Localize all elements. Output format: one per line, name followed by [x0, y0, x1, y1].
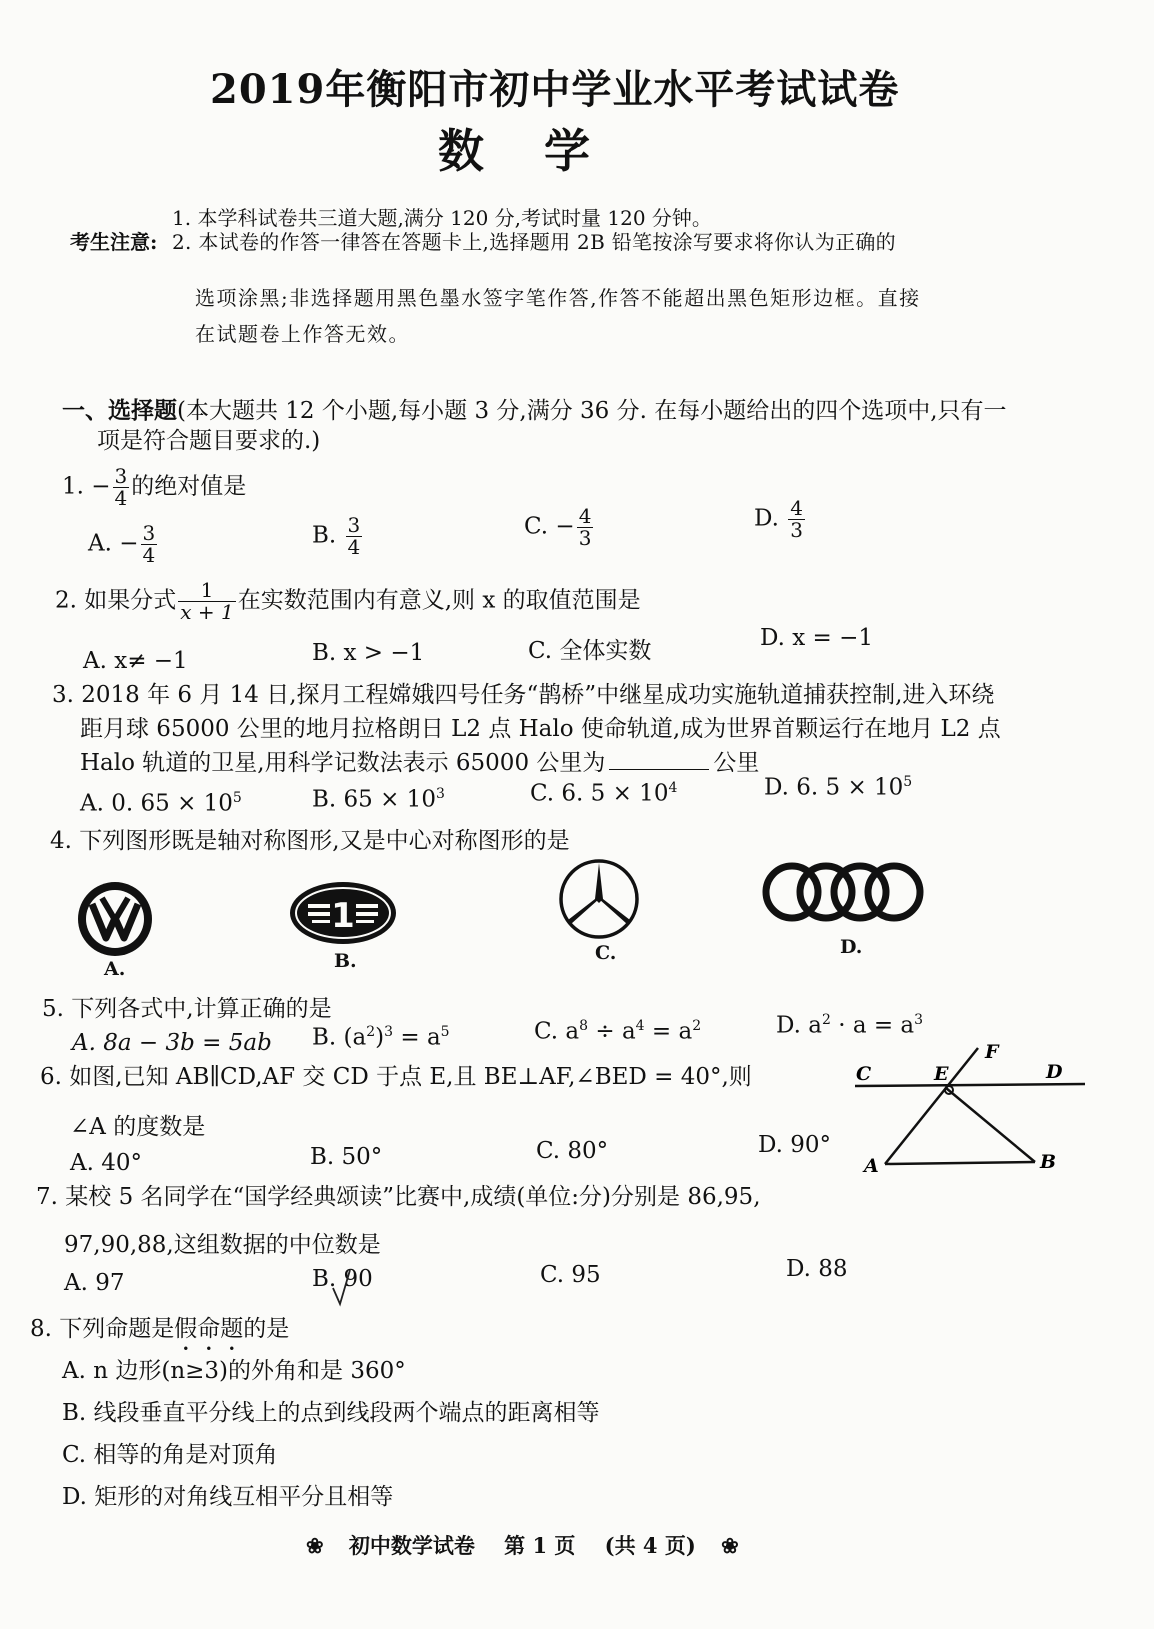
q1-c-den: 3	[578, 526, 592, 550]
q6-option-a: A. 40°	[70, 1150, 142, 1176]
question-2-stem	[55, 580, 641, 623]
q5-stem: 5. 下列各式中,计算正确的是	[42, 996, 332, 1022]
q2-frac-numerator: 1	[178, 580, 235, 602]
q5-b-mid: )	[375, 1024, 385, 1051]
q1-b-label: B.	[312, 522, 337, 549]
q3-option-a	[80, 790, 242, 817]
mercedes-logo-icon	[558, 858, 640, 940]
q7-option-d: D. 88	[786, 1256, 848, 1282]
section-intro-line1: (本大题共 12 个小题,每小题 3 分,满分 36 分. 在每小题给出的四个选项中,只有一	[177, 398, 1007, 424]
q7-option-b: B. 90	[312, 1266, 373, 1292]
fig-label-e: E	[934, 1063, 949, 1085]
q3-d-base: D. 6. 5 × 10	[764, 774, 904, 801]
footer-star-right-icon: ❀	[721, 1533, 739, 1558]
q3-line3-post: 公里	[713, 750, 760, 776]
q1-d-label: D.	[754, 505, 779, 532]
q3-answer-blank	[609, 769, 709, 770]
q5-b-e2: 3	[384, 1024, 394, 1040]
q3-line1: 3. 2018 年 6 月 14 日,探月工程嫦娥四号任务“鹊桥”中继星成功实施轨道捕获控制,进入环绕	[52, 682, 995, 708]
q2-post: 在实数范围内有意义,则 x 的取值范围是	[237, 587, 641, 614]
q5-b-e1: 2	[366, 1024, 376, 1040]
faw-logo-text: 1	[331, 896, 355, 936]
q5-option-d	[776, 1012, 923, 1039]
q1-option-c	[524, 506, 595, 549]
page-footer	[306, 1530, 739, 1560]
q8-option-c: C. 相等的角是对顶角	[62, 1442, 278, 1468]
q1-c-sign: −	[555, 513, 575, 540]
q1-sign: −	[91, 473, 111, 500]
q2-option-c: C. 全体实数	[528, 638, 652, 664]
q1-a-den: 4	[142, 543, 156, 567]
q3-option-c	[530, 780, 677, 807]
q1-fraction	[113, 466, 130, 509]
section-heading	[62, 392, 1007, 425]
notice-item-2-line3: 在试题卷上作答无效。	[195, 322, 410, 346]
q7-line1: 7. 某校 5 名同学在“国学经典颂读”比赛中,成绩(单位:分)分别是 86,95,	[36, 1184, 761, 1210]
exam-title: 2019年衡阳市初中学业水平考试试卷	[210, 66, 900, 113]
q4-label-b: B.	[334, 950, 357, 972]
q7-line2: 97,90,88,这组数据的中位数是	[64, 1232, 381, 1258]
q1-d-fraction	[788, 498, 805, 541]
q6-line2: ∠A 的度数是	[70, 1114, 206, 1140]
vw-logo-icon	[76, 880, 154, 958]
q5-option-a: A. 8a − 3b = 5ab	[72, 1030, 272, 1056]
q8-option-d: D. 矩形的对角线互相平分且相等	[62, 1484, 394, 1510]
q1-c-label: C.	[524, 513, 549, 540]
q6-line1: 6. 如图,已知 AB∥CD,AF 交 CD 于点 E,且 BE⊥AF,∠BED = 40°,则	[40, 1064, 752, 1090]
section-intro-line2: 项是符合题目要求的.)	[97, 428, 321, 454]
q2-pre: 如果分式	[84, 587, 177, 614]
q3-a-base: A. 0. 65 × 10	[80, 790, 233, 817]
line-eb	[946, 1088, 1035, 1162]
q1-a-label: A.	[88, 530, 112, 557]
q1-d-den: 3	[790, 518, 803, 542]
q5-option-b	[312, 1024, 450, 1051]
footer-star-left-icon: ❀	[306, 1533, 324, 1558]
q1-c-fraction	[577, 506, 594, 549]
q1-option-d	[754, 498, 807, 541]
q3-b-base: B. 65 × 10	[312, 786, 436, 813]
q2-frac-denominator: x + 1	[180, 600, 234, 624]
q3-d-exp: 5	[903, 774, 913, 790]
q5-d-pre: D. a	[776, 1012, 822, 1039]
q1-b-den: 4	[347, 535, 361, 559]
q1-frac-numerator: 3	[114, 464, 128, 488]
q2-option-a: A. x≠ −1	[83, 648, 188, 674]
q4-label-a: A.	[104, 958, 126, 980]
q6-option-d: D. 90°	[758, 1132, 832, 1158]
q5-c-post: = a	[644, 1018, 693, 1045]
q5-c-mid: ÷ a	[588, 1018, 636, 1045]
q5-c-pre: C. a	[534, 1018, 580, 1045]
audi-rings-icon	[758, 860, 930, 924]
q1-number: 1.	[62, 473, 84, 500]
q5-d-post: · a = a	[830, 1012, 915, 1039]
q5-c-e2: 4	[635, 1018, 645, 1034]
q1-option-a	[88, 523, 159, 566]
q8-stem	[30, 1310, 289, 1356]
q3-line3-pre: Halo 轨道的卫星,用科学记数法表示 65000 公里为	[80, 750, 606, 776]
pen-check-mark	[330, 1268, 354, 1308]
q6-geometry-figure	[850, 1040, 1090, 1180]
q6-option-c: C. 80°	[536, 1138, 609, 1164]
q8-option-b: B. 线段垂直平分线上的点到线段两个端点的距离相等	[62, 1400, 600, 1426]
q1-a-sign: −	[119, 530, 139, 557]
q8-stem-pre: 8. 下列命题是	[30, 1316, 175, 1342]
q7-option-a: A. 97	[64, 1270, 125, 1296]
q3-c-base: C. 6. 5 × 10	[530, 780, 669, 807]
q1-b-fraction	[346, 515, 363, 558]
q3-option-b	[312, 786, 445, 813]
q1-a-fraction	[141, 523, 158, 566]
notice-item-2-line2: 选项涂黑;非选择题用黑色墨水签字笔作答,作答不能超出黑色矩形边框。直接	[195, 286, 921, 310]
q3-option-d	[764, 774, 912, 801]
q5-c-e3: 2	[692, 1018, 702, 1034]
footer-text: 初中数学试卷 第 1 页 (共 4 页)	[348, 1533, 696, 1558]
q2-fraction	[178, 580, 235, 623]
q5-d-e2: 3	[914, 1012, 924, 1028]
fig-label-a: A	[864, 1155, 879, 1177]
q3-a-exp: 5	[232, 790, 242, 806]
q1-b-num: 3	[347, 513, 361, 537]
q3-line3	[80, 744, 759, 777]
section-heading-label: 一、选择题	[62, 397, 177, 424]
q5-b-post: = a	[393, 1024, 441, 1051]
q8-stem-emphasis: 假命题	[174, 1316, 244, 1342]
q1-option-b	[312, 515, 364, 558]
q3-c-exp: 4	[668, 780, 678, 796]
line-af	[885, 1048, 978, 1164]
q5-b-pre: B. (a	[312, 1024, 367, 1051]
notice-item-1: 1. 本学科试卷共三道大题,满分 120 分,考试时量 120 分钟。	[172, 206, 712, 230]
q5-d-e1: 2	[821, 1012, 831, 1028]
line-ab	[885, 1162, 1035, 1164]
q8-stem-post: 的是	[243, 1316, 290, 1342]
q1-frac-denominator: 4	[114, 486, 128, 510]
q1-tail: 的绝对值是	[131, 473, 247, 500]
q2-option-d: D. x = −1	[760, 625, 874, 651]
q2-number: 2.	[55, 587, 77, 614]
subject-title: 数学	[438, 124, 650, 178]
notice-item-2-line1: 2. 本试卷的作答一律答在答题卡上,选择题用 2B 铅笔按涂写要求将你认为正确的	[172, 230, 896, 254]
q1-c-num: 4	[578, 504, 592, 528]
q4-label-c: C.	[595, 942, 617, 964]
fig-label-f: F	[985, 1041, 999, 1063]
q1-a-num: 3	[142, 521, 156, 545]
q6-option-b: B. 50°	[310, 1144, 383, 1170]
q3-line2: 距月球 65000 公里的地月拉格朗日 L2 点 Halo 使命轨道,成为世界首颗运行在地月 L2 点	[80, 716, 1001, 742]
q5-b-e3: 5	[440, 1024, 450, 1040]
fig-label-c: C	[856, 1063, 872, 1085]
q5-c-e1: 8	[579, 1018, 589, 1034]
q5-option-c	[534, 1018, 701, 1045]
notice-label: 考生注意:	[70, 230, 158, 254]
q1-d-num: 4	[790, 496, 803, 520]
q2-option-b: B. x > −1	[312, 640, 425, 666]
q4-label-d: D.	[840, 936, 863, 958]
faw-logo-icon	[288, 880, 398, 946]
q8-option-a: A. n 边形(n≥3)的外角和是 360°	[62, 1358, 406, 1384]
q3-b-exp: 3	[435, 786, 445, 802]
question-1-stem	[62, 466, 246, 509]
fig-label-b: B	[1040, 1151, 1057, 1173]
q7-option-c: C. 95	[540, 1262, 601, 1288]
line-cd	[855, 1084, 1085, 1086]
fig-label-d: D	[1046, 1061, 1063, 1083]
q4-stem: 4. 下列图形既是轴对称图形,又是中心对称图形的是	[50, 828, 570, 854]
